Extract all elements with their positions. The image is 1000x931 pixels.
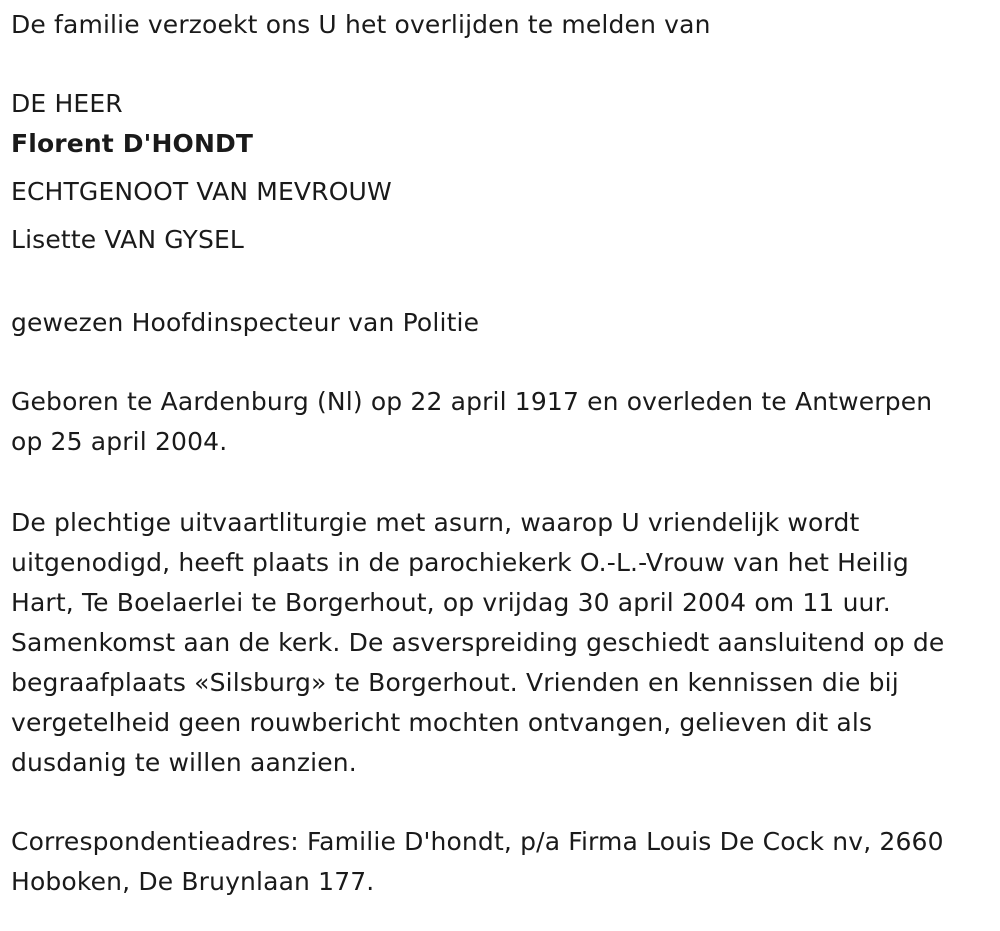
funeral-line: vergetelheid geen rouwbericht mochten ontvangen, gelieven dit als: [11, 708, 873, 737]
name-block: [11, 120, 996, 264]
funeral-line: begraafplaats «Silsburg» te Borgerhout. Vrienden en kennissen die bij: [11, 668, 899, 697]
deceased-name: Florent D'HONDT: [11, 129, 254, 158]
death-notice: [0, 5, 996, 902]
intro-text: De familie verzoekt ons U het overlijden te melden van: [11, 10, 711, 39]
address-line: Correspondentieadres: Familie D'hondt, p/a Firma Louis De Cock nv, 2660: [11, 827, 944, 856]
funeral-line: dusdanig te willen aanzien.: [11, 748, 357, 777]
birth-death-line: op 25 april 2004.: [11, 427, 228, 456]
occupation: gewezen Hoofdinspecteur van Politie: [11, 308, 480, 337]
funeral-paragraph: [11, 503, 996, 783]
honorific: DE HEER: [11, 89, 123, 118]
funeral-line: Samenkomst aan de kerk. De asverspreiding geschiedt aansluitend op de: [11, 628, 945, 657]
birth-death-line: Geboren te Aardenburg (Nl) op 22 april 1917 en overleden te Antwerpen: [11, 387, 933, 416]
occupation-paragraph: [11, 303, 996, 343]
address-line: Hoboken, De Bruynlaan 177.: [11, 867, 375, 896]
spouse-name: Lisette VAN GYSEL: [11, 225, 245, 254]
funeral-line: Hart, Te Boelaerlei te Borgerhout, op vrijdag 30 april 2004 om 11 uur.: [11, 588, 891, 617]
spouse-label: ECHTGENOOT VAN MEVROUW: [11, 177, 392, 206]
address-paragraph: [11, 822, 996, 902]
birth-death-paragraph: [11, 382, 996, 462]
funeral-line: De plechtige uitvaartliturgie met asurn, waarop U vriendelijk wordt: [11, 508, 860, 537]
funeral-line: uitgenodigd, heeft plaats in de parochiekerk O.-L.-Vrouw van het Heilig: [11, 548, 909, 577]
